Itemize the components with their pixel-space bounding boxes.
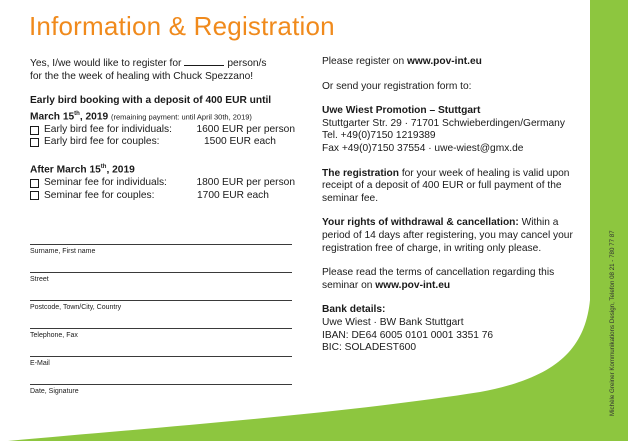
early-bird-heading-date: March 15 (30, 111, 75, 123)
register-url-link[interactable]: www.pov-int.eu (406, 56, 482, 67)
early-bird-heading (30, 95, 295, 124)
register-online-text: Please register on (322, 56, 407, 67)
option-price: 1500 EUR each (204, 136, 276, 148)
register-online (322, 56, 584, 69)
person-count-blank[interactable] (184, 56, 224, 66)
field-street[interactable]: Street (30, 272, 292, 283)
bank-name: Uwe Wiest · BW Bank Stuttgart (322, 316, 464, 328)
design-credit: Michèle Greiner Kommunikations Design, Telefon 08 21 - 780 77 87 (609, 230, 616, 416)
checkbox[interactable] (30, 191, 39, 200)
option-early-couples[interactable] (30, 136, 295, 149)
field-telephone[interactable]: Telephone, Fax (30, 328, 292, 339)
early-bird-note: (remaining payment: until April 30th, 2019) (111, 112, 252, 122)
tel-line: Tel. +49(0)7150 1219389 (322, 130, 436, 142)
contact-info (322, 56, 584, 367)
page-title: Information & Registration (29, 11, 335, 41)
intro-line1a: Yes, I/we would like to register for (30, 58, 182, 69)
bic: BIC: SOLADEST600 (322, 342, 416, 354)
after-heading (30, 161, 295, 177)
send-form-text: Or send your registration form to: (322, 80, 472, 92)
early-bird-heading-line1: Early bird booking with a deposit of 400 EUR until (30, 95, 272, 107)
option-price: 1800 EUR per person (196, 176, 295, 188)
checkbox[interactable] (30, 126, 39, 135)
withdrawal-rights (322, 217, 584, 255)
option-seminar-couples[interactable] (30, 190, 295, 203)
withdrawal-rest: Within a period of 14 days after registering, you may cancel your registration free of charge, in writing only please. (322, 217, 573, 254)
after-sup: th (100, 163, 107, 170)
bank-details (322, 304, 584, 354)
early-bird-year: , 2019 (79, 111, 109, 123)
early-bird-sup: th (74, 110, 80, 117)
registration-options (30, 56, 295, 202)
after-heading-text: After March 15 (30, 164, 101, 176)
option-price: 1700 EUR each (197, 189, 269, 201)
withdrawal-bold: Your rights of withdrawal & cancellation: (322, 217, 519, 229)
bank-heading: Bank details: (322, 304, 386, 316)
terms-text (322, 267, 584, 292)
option-label: Early bird fee for individuals: (44, 123, 172, 135)
registration-validity (322, 168, 584, 206)
terms-a: Please read the terms of cancellation regarding this seminar on (322, 267, 555, 291)
fax-line: Fax +49(0)7150 37554 · uwe-wiest@gmx.de (322, 142, 524, 154)
after-year: , 2019 (106, 164, 135, 176)
field-email[interactable]: E-Mail (30, 356, 292, 367)
postal-address (322, 105, 584, 155)
iban: IBAN: DE64 6005 0101 0001 3351 76 (322, 329, 494, 341)
address-line: Stuttgarter Str. 29 · 71701 Schwieberdingen/Germany (322, 117, 565, 129)
intro-line2: for the the week of healing with Chuck Spezzano! (30, 70, 254, 82)
option-label: Seminar fee for individuals: (44, 176, 167, 188)
terms-url-link[interactable]: www.pov-int.eu (375, 279, 451, 291)
option-label: Early bird fee for couples: (44, 136, 160, 148)
intro-text (30, 56, 295, 83)
option-price: 1600 EUR per person (196, 123, 295, 135)
field-date-signature[interactable]: Date, Signature (30, 384, 292, 395)
org-name: Uwe Wiest Promotion – Stuttgart (322, 105, 481, 117)
intro-line1b: person/s (227, 58, 267, 69)
option-early-individual[interactable] (30, 124, 295, 137)
field-postcode[interactable]: Postcode, Town/City, Country (30, 300, 292, 311)
option-seminar-individual[interactable] (30, 177, 295, 190)
checkbox[interactable] (30, 179, 39, 188)
registration-bold: The registration (322, 167, 399, 179)
checkbox[interactable] (30, 138, 39, 147)
option-label: Seminar fee for couples: (44, 189, 155, 201)
registration-rest: for your week of healing is valid upon receipt of a deposit of 400 EUR or full payment of the seminar fee. (322, 167, 570, 204)
field-name[interactable]: Surname, First name (30, 244, 292, 255)
